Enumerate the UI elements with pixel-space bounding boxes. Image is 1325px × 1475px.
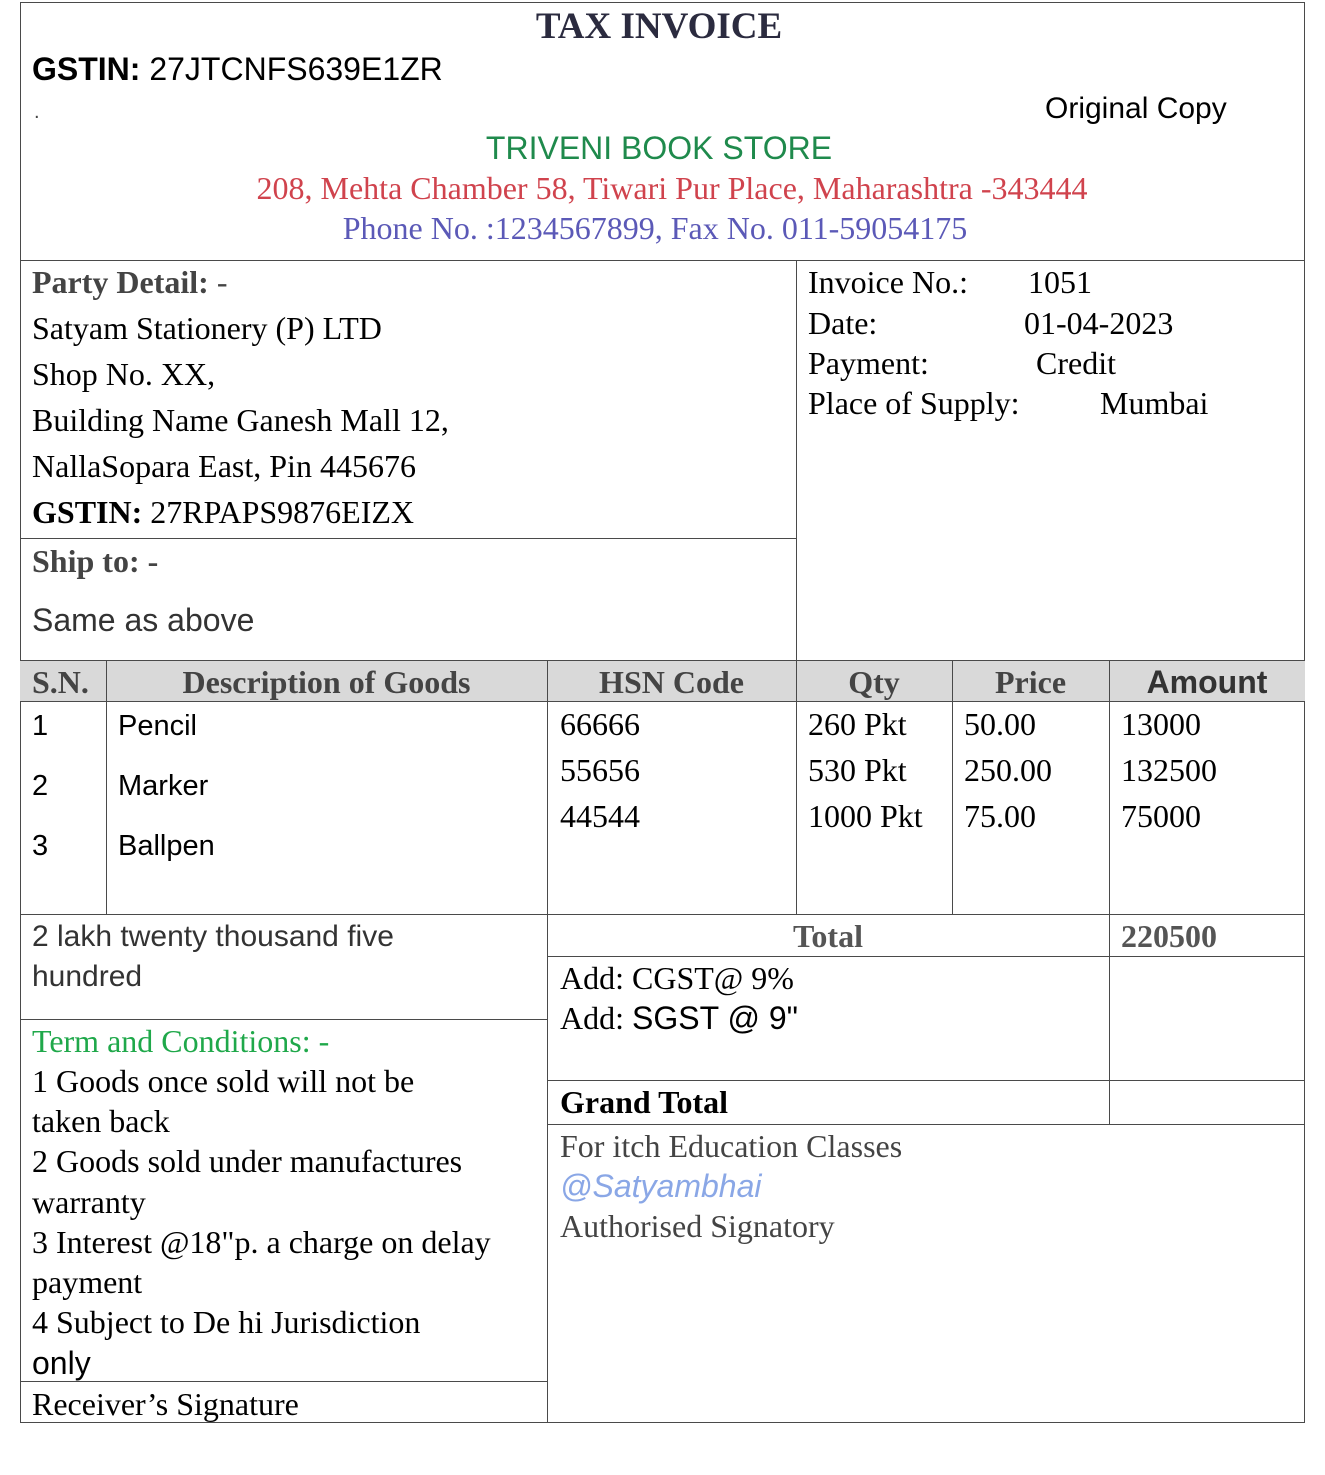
- terms-line-1a: 1 Goods once sold will not be: [32, 1063, 415, 1099]
- ship-value: Same as above: [32, 602, 255, 638]
- grand-total-label: Grand Total: [560, 1084, 729, 1120]
- seller-gstin-value: 27JTCNFS639E1ZR: [149, 51, 443, 87]
- row-qty: 1000 Pkt: [808, 798, 923, 834]
- row-hsn: 44544: [560, 798, 640, 834]
- divider-party-ship: [20, 538, 796, 539]
- row-description: Ballpen: [118, 830, 215, 862]
- row-description: Marker: [118, 770, 209, 802]
- divider-words-terms: [20, 1019, 547, 1020]
- receiver-signature: Receiver’s Signature: [32, 1386, 299, 1422]
- invoice-date-label: Date:: [808, 305, 878, 341]
- row-price: 250.00: [964, 752, 1052, 788]
- sgst-rest: SGST @ 9": [632, 1000, 798, 1036]
- row-description: Pencil: [118, 710, 197, 742]
- terms-line-2a: 2 Goods sold under manufactures: [32, 1143, 463, 1179]
- signatory-for-line: For itch Education Classes: [560, 1128, 903, 1164]
- divider-header: [20, 260, 1305, 261]
- divider-party-invoice: [796, 260, 797, 701]
- row-hsn: 55656: [560, 752, 640, 788]
- divider-tax: [547, 1080, 1305, 1081]
- copy-type: Original Copy: [1045, 92, 1227, 125]
- row-price: 75.00: [964, 798, 1036, 834]
- col-header-amount: Amount: [1146, 664, 1268, 700]
- col-header-description: Description of Goods: [182, 664, 471, 700]
- terms-line-3a: 3 Interest @18"p. a charge on delay: [32, 1224, 491, 1260]
- col-divider-hsn: [796, 660, 797, 914]
- row-sn: 1: [32, 710, 49, 742]
- store-address: 208, Mehta Chamber 58, Tiwari Pur Place, Maharashtra -343444: [256, 170, 1088, 206]
- amount-words-line-2: hundred: [32, 960, 143, 993]
- divider-table-header: [20, 701, 1305, 702]
- col-header-sn: S.N.: [32, 664, 89, 700]
- divider-table-bottom: [20, 914, 1305, 915]
- total-value: 220500: [1121, 918, 1217, 954]
- sgst-line: [560, 1002, 798, 1034]
- col-divider-desc: [547, 660, 548, 1423]
- col-divider-price: [1109, 660, 1110, 1124]
- ship-heading: Ship to: -: [32, 543, 159, 579]
- party-heading-dash: -: [216, 264, 228, 300]
- terms-heading: Term and Conditions: -: [32, 1023, 330, 1059]
- store-contact: Phone No. :1234567899, Fax No. 011-59054175: [342, 210, 968, 246]
- col-header-price: Price: [994, 664, 1067, 700]
- signatory-handle: @Satyambhai: [560, 1168, 762, 1204]
- payment-label: Payment:: [808, 345, 929, 381]
- divider-grand-total: [547, 1124, 1305, 1125]
- payment-value: Credit: [1036, 345, 1116, 381]
- row-price: 50.00: [964, 706, 1036, 742]
- invoice-title: TAX INVOICE: [535, 6, 783, 47]
- row-qty: 260 Pkt: [808, 706, 907, 742]
- party-gstin-value: 27RPAPS9876EIZX: [150, 494, 415, 530]
- invoice-number-value: 1051: [1028, 264, 1092, 300]
- header-dot: .: [34, 101, 40, 123]
- divider-total: [547, 956, 1305, 957]
- seller-gstin: [32, 53, 443, 85]
- seller-gstin-label: GSTIN:: [32, 51, 141, 87]
- party-heading-label: Party Detail:: [32, 264, 209, 300]
- authorised-signatory: Authorised Signatory: [560, 1208, 835, 1244]
- col-header-hsn: HSN Code: [599, 664, 744, 700]
- party-heading: [32, 266, 227, 298]
- row-qty: 530 Pkt: [808, 752, 907, 788]
- divider-receiver: [20, 1381, 547, 1382]
- terms-line-3b: payment: [32, 1264, 143, 1300]
- party-name: Satyam Stationery (P) LTD: [32, 310, 382, 346]
- row-hsn: 66666: [560, 706, 640, 742]
- terms-line-4b: only: [32, 1345, 91, 1381]
- amount-words-line-1: 2 lakh twenty thousand five: [32, 920, 394, 953]
- divider-table-top: [20, 660, 1305, 661]
- row-amount: 75000: [1121, 798, 1201, 834]
- store-name: TRIVENI BOOK STORE: [485, 130, 833, 166]
- place-of-supply-label: Place of Supply:: [808, 385, 1020, 421]
- party-address-1: Shop No. XX,: [32, 356, 216, 392]
- terms-line-2b: warranty: [32, 1184, 146, 1220]
- row-amount: 132500: [1121, 752, 1217, 788]
- party-gstin-label: GSTIN:: [32, 494, 143, 530]
- party-gstin: [32, 496, 414, 528]
- invoice-date-value: 01-04-2023: [1024, 305, 1174, 341]
- terms-line-4a: 4 Subject to De hi Jurisdiction: [32, 1304, 421, 1340]
- party-address-2: Building Name Ganesh Mall 12,: [32, 402, 449, 438]
- col-divider-sn: [106, 660, 107, 914]
- party-address-3: NallaSopara East, Pin 445676: [32, 448, 416, 484]
- col-divider-qty: [952, 660, 953, 914]
- sgst-prefix: Add:: [560, 1000, 624, 1036]
- cgst-line: Add: CGST@ 9%: [560, 960, 794, 996]
- place-of-supply-value: Mumbai: [1100, 385, 1209, 421]
- row-amount: 13000: [1121, 706, 1201, 742]
- row-sn: 2: [32, 770, 49, 802]
- col-header-qty: Qty: [848, 664, 900, 700]
- total-label: Total: [793, 918, 863, 954]
- row-sn: 3: [32, 830, 49, 862]
- terms-line-1b: taken back: [32, 1103, 170, 1139]
- invoice-number-label: Invoice No.:: [808, 264, 968, 300]
